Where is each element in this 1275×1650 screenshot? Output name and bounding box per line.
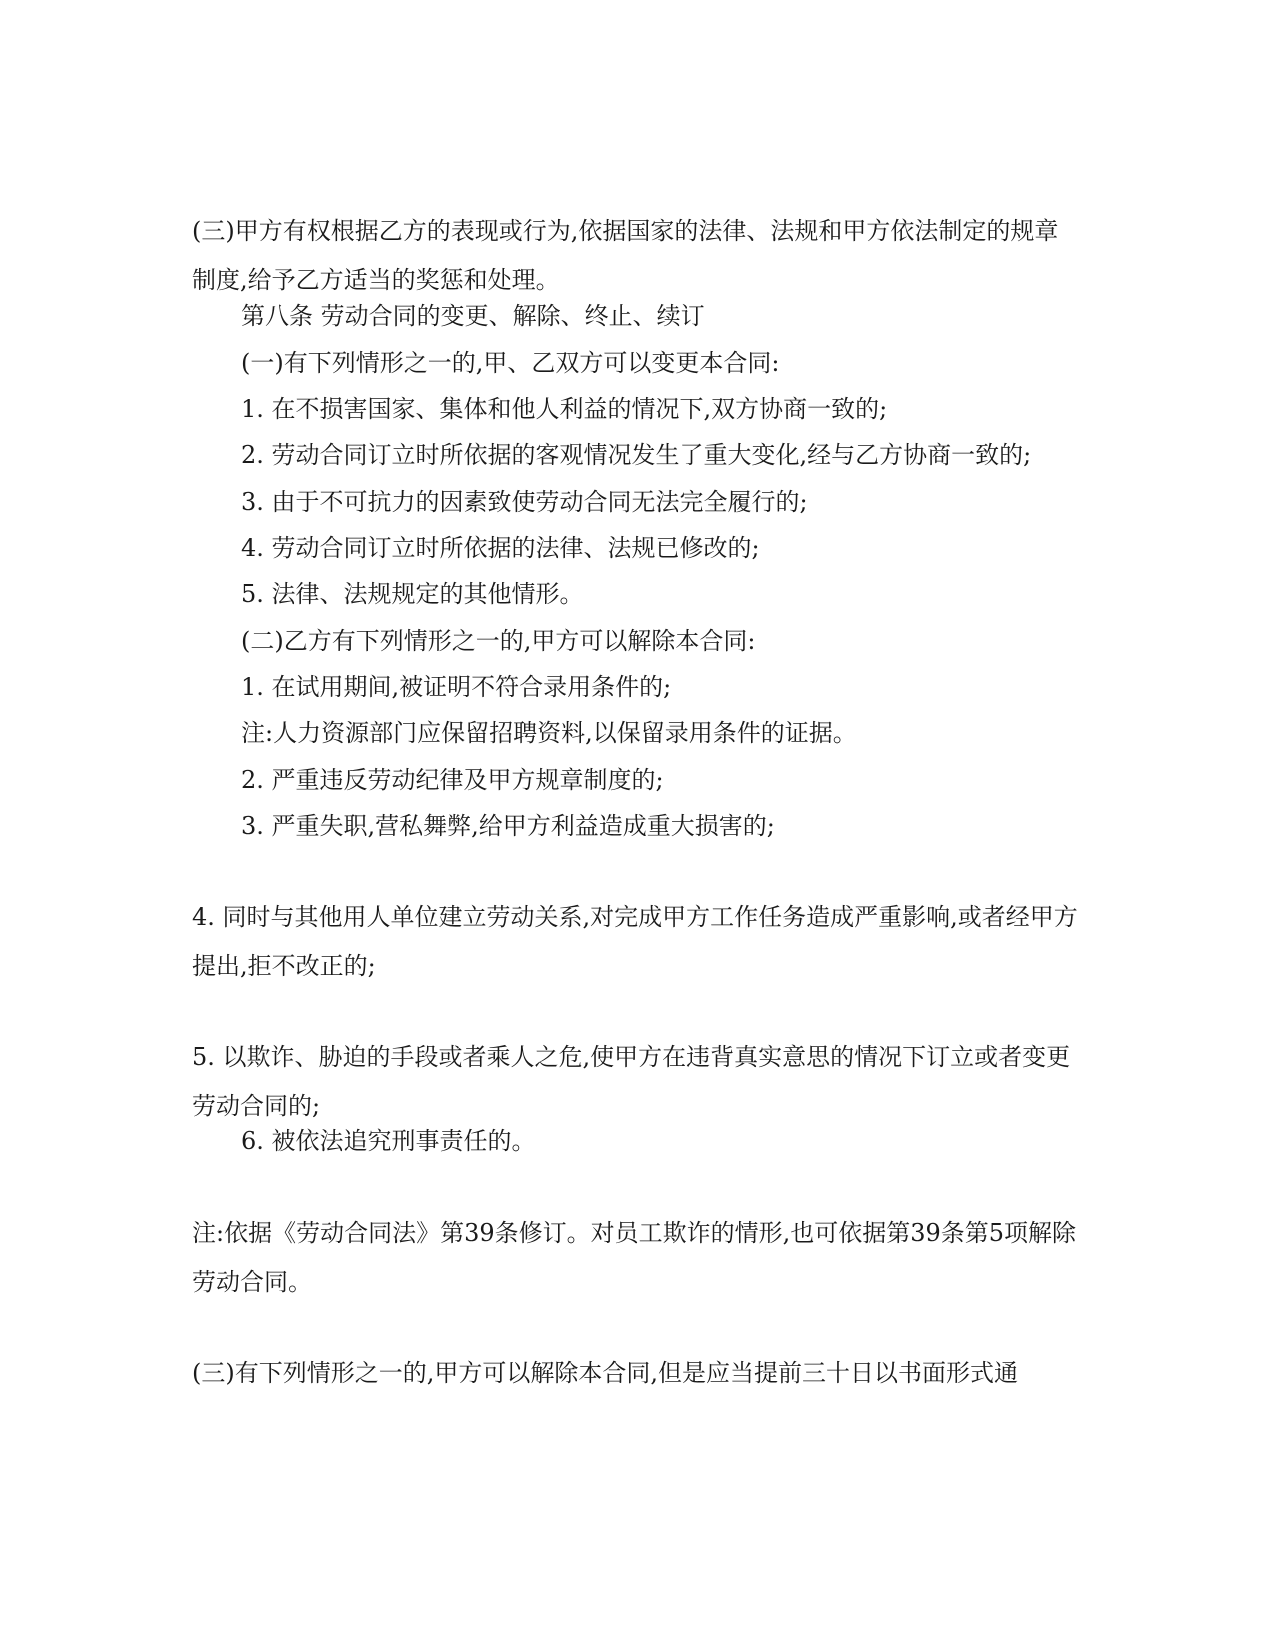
- clause-1-item-4: 4. 劳动合同订立时所依据的法律、法规已修改的;: [241, 534, 760, 562]
- labor-law-note: 注:依据《劳动合同法》第39条修订。对员工欺诈的情形,也可依据第39条第5项解除劳动合同。: [192, 1219, 1077, 1296]
- clause-1-item-5: 5. 法律、法规规定的其他情形。: [241, 580, 584, 608]
- clause-3-heading: (三)有下列情形之一的,甲方可以解除本合同,但是应当提前三十日以书面形式通: [192, 1359, 1018, 1387]
- paragraph-rewards-and-penalties: (三)甲方有权根据乙方的表现或行为,依据国家的法律、法规和甲方依法制定的规章制度,给予乙方适当的奖惩和处理。: [192, 217, 1059, 294]
- clause-1-item-3: 3. 由于不可抗力的因素致使劳动合同无法完全履行的;: [241, 488, 808, 516]
- clause-2-item-4: 4. 同时与其他用人单位建立劳动关系,对完成甲方工作任务造成严重影响,或者经甲方提出,拒不改正的;: [192, 903, 1078, 980]
- clause-2-heading: (二)乙方有下列情形之一的,甲方可以解除本合同:: [241, 627, 756, 655]
- clause-2-item-6: 6. 被依法追究刑事责任的。: [241, 1127, 536, 1155]
- clause-2-note: 注:人力资源部门应保留招聘资料,以保留录用条件的证据。: [241, 719, 857, 747]
- clause-2-item-3: 3. 严重失职,营私舞弊,给甲方利益造成重大损害的;: [241, 812, 775, 840]
- clause-2-item-1: 1. 在试用期间,被证明不符合录用条件的;: [241, 673, 672, 701]
- clause-1-item-1: 1. 在不损害国家、集体和他人利益的情况下,双方协商一致的;: [241, 395, 888, 423]
- clause-1-heading: (一)有下列情形之一的,甲、乙双方可以变更本合同:: [241, 349, 780, 377]
- article-8-heading: 第八条 劳动合同的变更、解除、终止、续订: [241, 302, 705, 330]
- clause-2-item-2: 2. 严重违反劳动纪律及甲方规章制度的;: [241, 766, 664, 794]
- clause-1-item-2: 2. 劳动合同订立时所依据的客观情况发生了重大变化,经与乙方协商一致的;: [241, 441, 1032, 469]
- clause-2-item-5: 5. 以欺诈、胁迫的手段或者乘人之危,使甲方在违背真实意思的情况下订立或者变更劳动合同的;: [192, 1043, 1071, 1120]
